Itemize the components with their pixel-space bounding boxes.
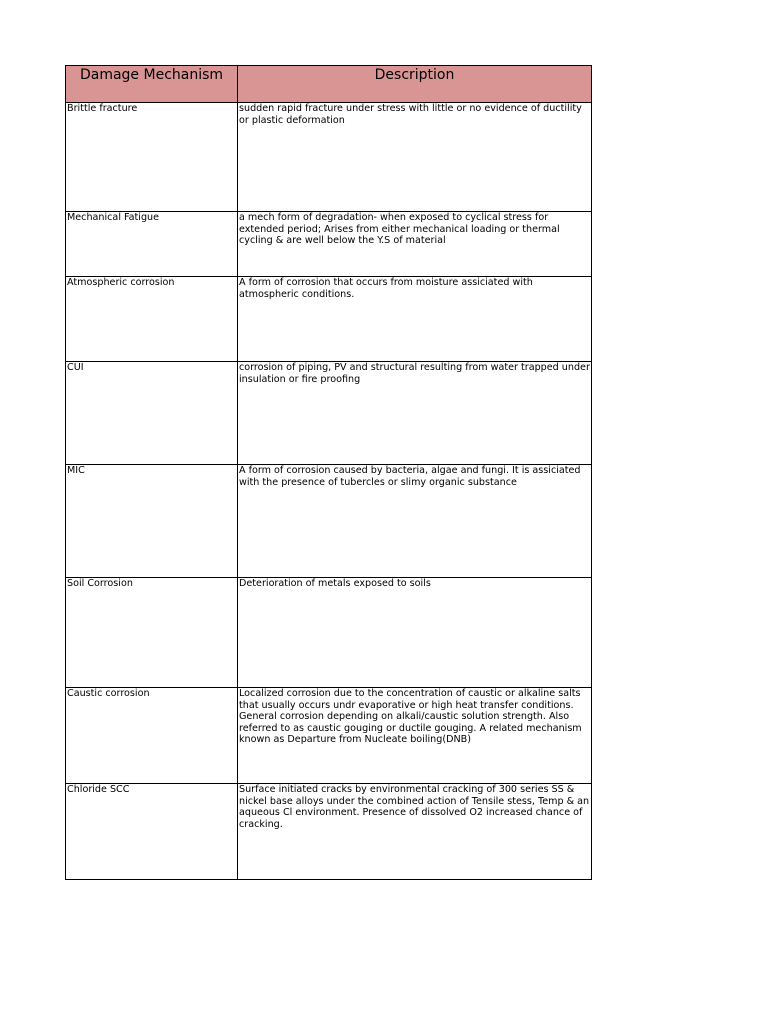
- mechanism-cell: CUI: [66, 362, 238, 465]
- table-row: [66, 277, 592, 362]
- table-row: [66, 103, 592, 212]
- description-cell: A form of corrosion that occurs from moisture assiciated with atmospheric conditions.: [238, 277, 592, 362]
- table-header-row: [66, 66, 592, 103]
- mechanism-cell: Soil Corrosion: [66, 578, 238, 688]
- mechanism-cell: Brittle fracture: [66, 103, 238, 212]
- mechanism-cell: Mechanical Fatigue: [66, 212, 238, 277]
- mechanism-cell: Chloride SCC: [66, 784, 238, 880]
- description-cell: Localized corrosion due to the concentration of caustic or alkaline salts that usually occurs undr evaporative or high heat transfer conditions. General corrosion depending on alkali/caustic solution strength. Also referred to as caustic gouging or ductile gouging. A related mechanism known as Departure from Nucleate boiling(DNB): [238, 688, 592, 784]
- mechanism-cell: Atmospheric corrosion: [66, 277, 238, 362]
- mechanism-cell: MIC: [66, 465, 238, 578]
- mechanism-cell: Caustic corrosion: [66, 688, 238, 784]
- table-row: [66, 465, 592, 578]
- description-cell: Deterioration of metals exposed to soils: [238, 578, 592, 688]
- table-row: [66, 578, 592, 688]
- column-header-label: Description: [374, 67, 455, 83]
- description-cell: Surface initiated cracks by environmental cracking of 300 series SS & nickel base alloys under the combined action of Tensile stess, Temp & an aqueous Cl environment. Presence of dissolved O2 increased chance of cracking.: [238, 784, 592, 880]
- table-row: [66, 688, 592, 784]
- table-row: [66, 362, 592, 465]
- column-header-description: [238, 66, 592, 103]
- column-header-label: Damage Mechanism: [79, 67, 224, 83]
- description-cell: corrosion of piping, PV and structural resulting from water trapped under insulation or fire proofing: [238, 362, 592, 465]
- table-row: [66, 784, 592, 880]
- column-header-damage-mechanism: [66, 66, 238, 103]
- damage-mechanism-table: [65, 65, 592, 880]
- description-cell: A form of corrosion caused by bacteria, algae and fungi. It is assiciated with the presence of tubercles or slimy organic substance: [238, 465, 592, 578]
- description-cell: a mech form of degradation- when exposed to cyclical stress for extended period; Arises from either mechanical loading or thermal cycling & are well below the Y.S of material: [238, 212, 592, 277]
- description-cell: sudden rapid fracture under stress with little or no evidence of ductility or plastic deformation: [238, 103, 592, 212]
- table-row: [66, 212, 592, 277]
